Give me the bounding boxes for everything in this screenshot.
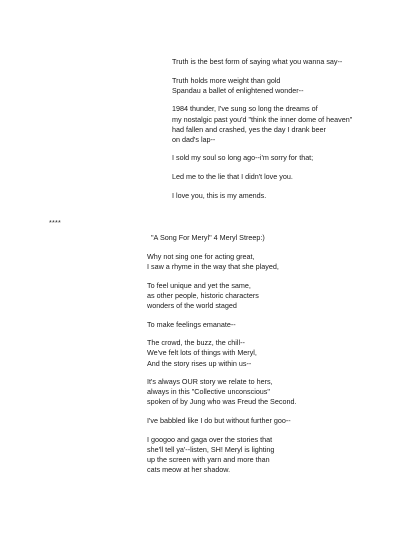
- poem-line: I saw a rhyme in the way that she played,: [147, 262, 279, 272]
- stanza: [147, 252, 296, 272]
- poem-line: cats meow at her shadow.: [147, 465, 231, 475]
- stanza: [147, 377, 296, 407]
- poem-line: had fallen and crashed, yes the day I drank beer: [172, 124, 326, 134]
- stanza: [147, 281, 296, 311]
- poem-line: as other people, historic characters: [147, 290, 259, 300]
- poem-line: I've babbled like I do but without further goo--: [147, 416, 291, 426]
- poem-line: my nostalgic past you'd "think the inner dome of heaven": [172, 114, 353, 124]
- poem-line: The crowd, the buzz, the chill--: [147, 338, 245, 348]
- stanza: [147, 416, 296, 426]
- poem-line: up the screen with yarn and more than: [147, 454, 270, 464]
- stanza: [147, 338, 296, 368]
- poem-line: Spandau a ballet of enlightened wonder--: [172, 85, 304, 95]
- section-separator: ****: [49, 218, 61, 227]
- poem-line: And the story rises up within us--: [147, 358, 252, 368]
- poem-line: To feel unique and yet the same,: [147, 280, 251, 290]
- poem-line: It's always OUR story we relate to hers,: [147, 377, 273, 387]
- poem-line: Truth holds more weight than gold: [172, 75, 281, 85]
- poem-line: We've felt lots of things with Meryl,: [147, 348, 257, 358]
- poem-section-1: [172, 57, 352, 201]
- poem-line: wonders of the world staged: [147, 300, 237, 310]
- poem-line: Why not sing one for acting great,: [147, 252, 255, 261]
- stanza: [172, 153, 352, 163]
- stanza: [172, 76, 352, 96]
- stanza: [172, 172, 352, 182]
- poem-line: always in this "Collective unconscious": [147, 387, 270, 397]
- stanza: [172, 191, 352, 201]
- stanza: [172, 104, 352, 144]
- poem-line: on dad's lap--: [172, 134, 216, 144]
- poem-line: 1984 thunder, I've sung so long the dreams of: [172, 104, 318, 114]
- poem-line: Truth is the best form of saying what you wanna say--: [172, 57, 343, 66]
- poem-line: I love you, this is my amends.: [172, 190, 267, 200]
- stanza: [172, 57, 352, 67]
- poem-line: spoken of by Jung who was Freud the Second.: [147, 397, 297, 407]
- poem-line: Led me to the lie that I didn't love you.: [172, 172, 293, 182]
- poem-line: she'll tell ya'--listen, SH! Meryl is lighting: [147, 444, 275, 454]
- poem-line: I googoo and gaga over the stories that: [147, 434, 273, 444]
- poem-line: I sold my soul so long ago--i'm sorry for that;: [172, 153, 314, 163]
- poem-section-2: [147, 252, 296, 475]
- stanza: [147, 435, 296, 475]
- poem-title: "A Song For Meryl" 4 Meryl Streep:): [151, 233, 265, 242]
- stanza: [147, 320, 296, 330]
- poem-line: To make feelings emanate--: [147, 319, 236, 329]
